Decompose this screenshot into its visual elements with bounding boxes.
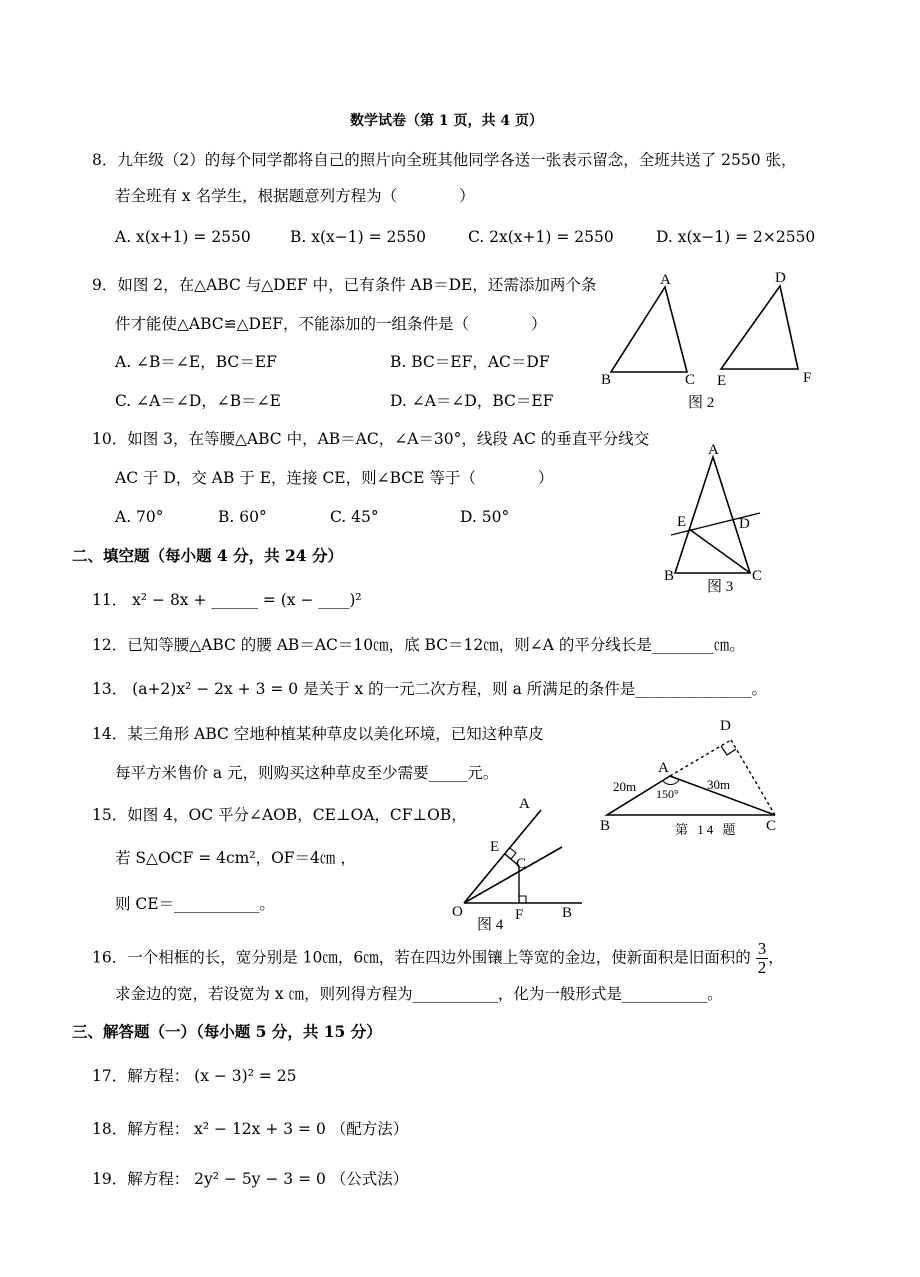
q9-line1: 9．如图 2，在△ABC 与△DEF 中，已有条件 AB＝DE，还需添加两个条 — [92, 276, 597, 294]
fig14-label-d: D — [720, 718, 731, 734]
q18: 18．解方程： x² − 12x + 3 = 0 （配方法） — [92, 1120, 409, 1138]
fig14-label-c: C — [766, 818, 777, 834]
figure-4 — [450, 792, 590, 934]
extension-ad — [670, 740, 731, 776]
q8-option-d: D. x(x−1) = 2×2550 — [656, 228, 816, 246]
q14-line1: 14．某三角形 ABC 空地种植某种草皮以美化环境，已知这种草皮 — [92, 725, 544, 743]
q10-option-d: D. 50° — [460, 508, 510, 526]
fig4-label-c: C — [516, 856, 527, 872]
fig2-label-f: F — [803, 370, 812, 386]
triangle-def — [721, 286, 798, 369]
fig3-label-a: A — [708, 442, 719, 458]
q15-line3: 则 CE＝___________。 — [115, 895, 275, 913]
fig2-label-d: D — [775, 270, 786, 286]
q15-line2: 若 S△OCF = 4cm²，OF＝4㎝ ， — [115, 849, 356, 867]
section-2-title: 二、填空题（每小题 4 分，共 24 分） — [72, 546, 343, 565]
q10-option-b: B. 60° — [218, 508, 267, 526]
q10-line2: AC 于 D，交 AB 于 E，连接 CE，则∠BCE 等于（ ） — [115, 469, 554, 487]
fig2-caption: 图 2 — [688, 395, 715, 411]
q16-line1-end: ， — [768, 948, 784, 967]
q9-option-d: D. ∠A＝∠D，BC＝EF — [390, 392, 554, 410]
fig14-label-angle: 150° — [656, 787, 679, 801]
q17: 17．解方程： (x − 3)² = 25 — [92, 1067, 297, 1085]
q10-line1: 10．如图 3，在等腰△ABC 中，AB＝AC，∠A＝30°，线段 AC 的垂直平分线交 — [92, 430, 650, 448]
q9-line2: 件才能使△ABC≌△DEF，不能添加的一组条件是（ ） — [115, 315, 547, 333]
q11: 11． x² − 8x + ______ = (x − ____)² — [92, 591, 362, 609]
q8-option-c: C. 2x(x+1) = 2550 — [468, 228, 614, 246]
fig3-caption: 图 3 — [707, 579, 734, 595]
fig3-label-c: C — [752, 568, 763, 584]
q13: 13． (a+2)x² − 2x + 3 = 0 是关于 x 的一元二次方程，则 a 所满足的条件是_______________。 — [92, 680, 768, 698]
q10-option-c: C. 45° — [330, 508, 379, 526]
figure-3 — [655, 438, 780, 600]
fig2-label-e: E — [717, 373, 727, 389]
segment-ce — [689, 529, 750, 573]
q9-option-c: C. ∠A＝∠D，∠B＝∠E — [115, 392, 281, 410]
q12: 12．已知等腰△ABC 的腰 AB＝AC＝10㎝，底 BC＝12㎝，则∠A 的平分线长是________㎝。 — [92, 636, 745, 654]
fig4-label-b: B — [562, 905, 573, 921]
fig4-label-f: F — [515, 907, 524, 923]
page-header: 数学试卷（第 1 页，共 4 页） — [350, 113, 543, 129]
q8-option-a: A. x(x+1) = 2550 — [115, 228, 251, 246]
height-dc — [731, 740, 775, 815]
section-3-title: 三、解答题（一）（每小题 5 分，共 15 分） — [72, 1022, 382, 1041]
fig14-label-ab: 20m — [613, 779, 637, 794]
q10-option-a: A. 70° — [115, 508, 164, 526]
figure-14 — [595, 712, 790, 842]
angle-arc — [663, 780, 679, 785]
fig4-caption: 图 4 — [477, 917, 504, 933]
fig2-label-a: A — [660, 272, 671, 288]
q15-line1: 15．如图 4，OC 平分∠AOB，CE⊥OA，CF⊥OB， — [92, 806, 467, 824]
fig14-label-a: A — [658, 760, 669, 776]
figure-2 — [595, 262, 825, 412]
fig14-label-b: B — [600, 818, 611, 834]
fraction-three-halves — [756, 940, 769, 977]
q8-line1: 8．九年级（2）的每个同学都将自己的照片向全班其他同学各送一张表示留念，全班共送了 2550 张， — [92, 151, 797, 169]
q16-line1 — [92, 940, 784, 977]
fraction-numerator: 3 — [757, 939, 767, 958]
q8-option-b: B. x(x−1) = 2550 — [290, 228, 426, 246]
q9-option-b: B. BC＝EF，AC＝DF — [390, 353, 550, 371]
fig3-label-e: E — [677, 514, 687, 530]
fig2-label-c: C — [685, 372, 696, 388]
q16-line2: 求金边的宽，若设宽为 x ㎝，则列得方程为___________，化为一般形式是___________。 — [115, 985, 723, 1003]
q16-line1-text: 16．一个相框的长，宽分别是 10㎝，6㎝，若在四边外围镶上等宽的金边，使新面积是旧面积的 — [92, 948, 751, 967]
ray-oc — [464, 847, 562, 903]
fig2-label-b: B — [601, 372, 612, 388]
ray-oa — [464, 810, 541, 903]
fig4-label-e: E — [490, 839, 500, 855]
triangle-abc — [611, 287, 687, 372]
triangle-abc — [675, 457, 750, 573]
q19: 19．解方程： 2y² − 5y − 3 = 0 （公式法） — [92, 1170, 409, 1188]
q8-line2: 若全班有 x 名学生，根据题意列方程为（ ） — [115, 187, 475, 205]
right-angle-mark — [721, 746, 736, 755]
fraction-denominator: 2 — [757, 957, 767, 977]
fig3-label-d: D — [739, 516, 750, 532]
fig3-label-b: B — [664, 568, 675, 584]
fig14-label-ac: 30m — [707, 777, 731, 792]
fig4-label-o: O — [452, 904, 463, 920]
fig14-caption: 第 14 题 — [675, 822, 739, 837]
q14-line2: 每平方米售价 a 元，则购买这种草皮至少需要_____元。 — [115, 764, 499, 782]
fig4-label-a: A — [519, 796, 530, 812]
right-angle-mark-f — [519, 896, 526, 903]
q9-option-a: A. ∠B＝∠E，BC＝EF — [115, 353, 277, 371]
